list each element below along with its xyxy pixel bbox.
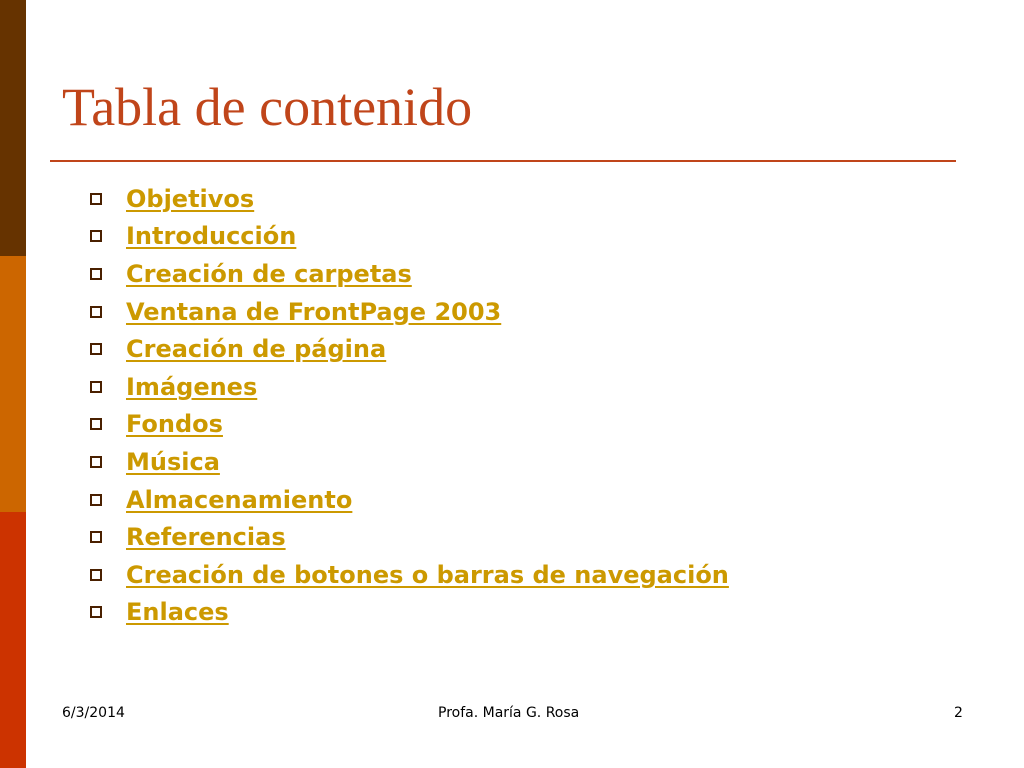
toc-item-creacion-de-botones — [86, 556, 729, 594]
toc-item-objetivos — [86, 180, 729, 218]
toc-item-referencias — [86, 518, 729, 556]
square-bullet-icon — [90, 569, 102, 581]
footer-author: Profa. María G. Rosa — [438, 705, 580, 721]
side-bar-light-segment — [0, 512, 26, 768]
toc-link-enlaces[interactable]: Enlaces — [126, 598, 229, 627]
toc-link-referencias[interactable]: Referencias — [126, 523, 286, 552]
toc-item-introduccion — [86, 218, 729, 256]
title-divider — [50, 160, 956, 162]
toc-link-ventana-frontpage[interactable]: Ventana de FrontPage 2003 — [126, 297, 502, 326]
toc-item-imagenes — [86, 368, 729, 406]
square-bullet-icon — [90, 230, 102, 242]
toc-link-creacion-de-pagina[interactable]: Creación de página — [126, 335, 387, 364]
square-bullet-icon — [90, 531, 102, 543]
square-bullet-icon — [90, 268, 102, 280]
toc-link-imagenes[interactable]: Imágenes — [126, 372, 258, 401]
toc-item-musica — [86, 443, 729, 481]
toc-item-almacenamiento — [86, 481, 729, 519]
square-bullet-icon — [90, 606, 102, 618]
toc-link-objetivos[interactable]: Objetivos — [126, 184, 255, 213]
toc-item-fondos — [86, 406, 729, 444]
toc-item-enlaces — [86, 594, 729, 632]
toc-item-creacion-de-pagina — [86, 330, 729, 368]
toc-link-musica[interactable]: Música — [126, 447, 220, 476]
square-bullet-icon — [90, 381, 102, 393]
toc-link-introduccion[interactable]: Introducción — [126, 222, 297, 251]
square-bullet-icon — [90, 306, 102, 318]
square-bullet-icon — [90, 343, 102, 355]
toc-link-almacenamiento[interactable]: Almacenamiento — [126, 485, 353, 514]
side-bar-mid-segment — [0, 256, 26, 512]
slide-title: Tabla de contenido — [62, 77, 473, 137]
square-bullet-icon — [90, 418, 102, 430]
toc-link-creacion-de-carpetas[interactable]: Creación de carpetas — [126, 259, 412, 288]
square-bullet-icon — [90, 193, 102, 205]
toc-link-creacion-de-botones[interactable]: Creación de botones o barras de navegación — [126, 560, 729, 589]
footer-page-number: 2 — [954, 705, 963, 721]
table-of-contents — [86, 180, 729, 631]
toc-item-creacion-de-carpetas — [86, 255, 729, 293]
square-bullet-icon — [90, 456, 102, 468]
footer-date: 6/3/2014 — [62, 705, 125, 721]
toc-link-fondos[interactable]: Fondos — [126, 410, 223, 439]
square-bullet-icon — [90, 494, 102, 506]
side-bar-dark-segment — [0, 0, 26, 256]
toc-item-ventana-frontpage — [86, 293, 729, 331]
